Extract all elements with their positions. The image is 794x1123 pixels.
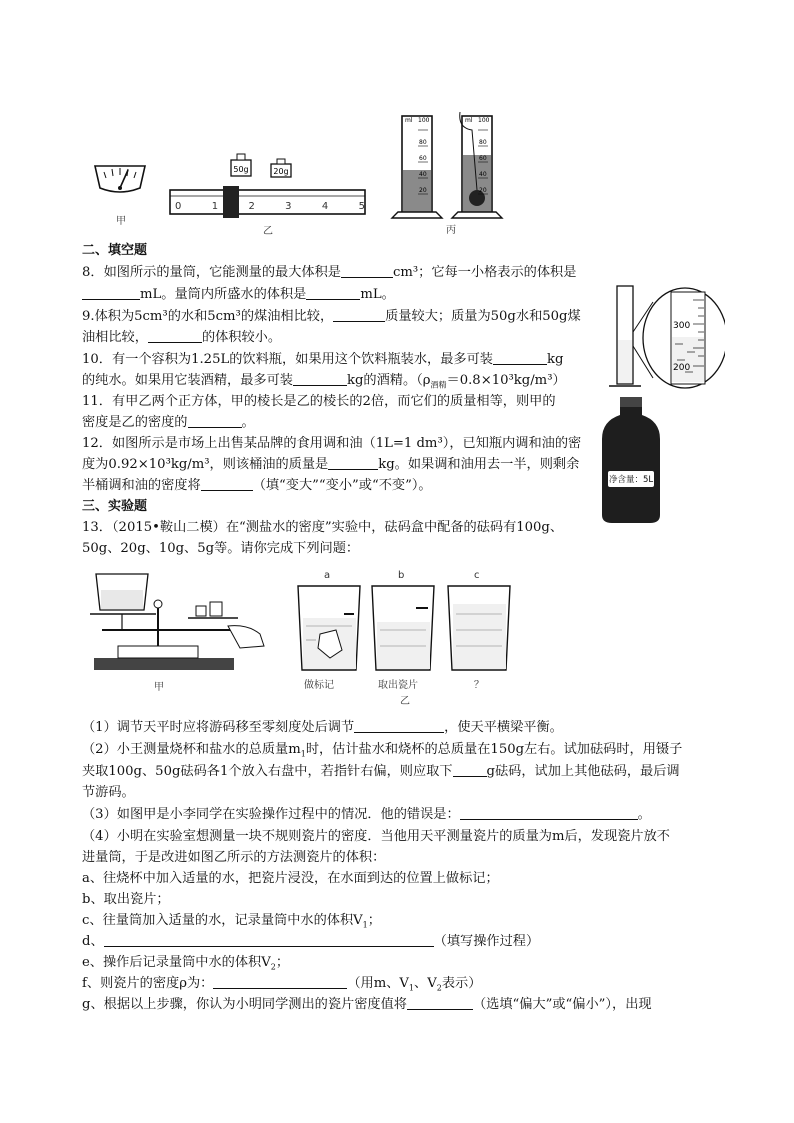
experiment-jia-label: 甲	[154, 682, 164, 693]
q13-line-1: 13．（2015•鞍山二模）在“测盐水的密度”实验中，砝码盒中配备的砝码有100g、	[82, 520, 564, 535]
answer-blank[interactable]	[493, 350, 547, 365]
weight-20-label: 20g	[273, 167, 289, 176]
beaker-a-caption: 做标记	[304, 680, 334, 691]
svg-text:100: 100	[418, 117, 430, 124]
svg-text:ml: ml	[405, 117, 413, 124]
ruler-tick: 2	[248, 201, 255, 212]
svg-text:60: 60	[419, 155, 427, 162]
svg-text:300: 300	[673, 321, 691, 331]
answer-blank[interactable]	[407, 995, 473, 1010]
figure-bing-cylinders	[388, 110, 506, 235]
answer-blank[interactable]	[453, 762, 487, 777]
p4-step-g: g、根据以上步骤，你认为小明同学测出的瓷片密度值将 （选填“偏大”或“偏小”），出现	[82, 997, 652, 1012]
svg-text:100: 100	[478, 117, 490, 124]
q11-line-1: 11．有甲乙两个正方体，甲的棱长是乙的棱长的2倍，而它们的质量相等，则甲的	[82, 394, 556, 409]
ruler-tick: 0	[175, 201, 182, 212]
p4-step-b: b、取出瓷片；	[82, 892, 170, 907]
svg-text:80: 80	[479, 139, 487, 146]
figure-yi-ruler	[165, 152, 370, 237]
answer-blank[interactable]	[188, 413, 242, 428]
q10-line-2: 的纯水。如果用它装酒精，最多可装 kg的酒精。$(\rho_{酒精}=0.8\times 10^3kg/m^3)$	[82, 373, 566, 390]
beaker-b-caption: 取出瓷片	[378, 680, 418, 691]
ruler-tick: 4	[321, 201, 329, 212]
q9-line-1: 9.体积为5cm³的水和5cm³的煤油相比较， 质量较大；质量为50g水和50g煤	[82, 309, 581, 324]
answer-blank[interactable]	[328, 455, 378, 470]
q10-line-1: 10．有一个容积为1.25L的饮料瓶，如果用这个饮料瓶装水，最多可装 kg	[82, 352, 564, 367]
answer-blank[interactable]	[213, 974, 347, 989]
svg-text:60: 60	[479, 155, 487, 162]
q8-line-1: 8．如图所示的量筒，它能测量的最大体积是 cm³；它每一小格表示的体积是	[82, 265, 577, 280]
answer-blank[interactable]	[341, 263, 393, 278]
ruler-tick: 1	[211, 201, 219, 212]
p4-step-f: f、则瓷片的密度ρ为： （用m、$V_1$、$V_2$表示）	[82, 976, 482, 993]
p2-line-3: 节游码。	[82, 785, 135, 800]
answer-blank[interactable]	[293, 371, 347, 386]
q12-line-2: 度为0.92×10³kg/m³，则该桶油的质量是 kg。如果调和油用去一半，则剩余	[82, 457, 580, 472]
q12-line-1: 12．如图所示是市场上出售某品牌的食用调和油（1L=1 dm³），已知瓶内调和油的密	[82, 436, 582, 451]
experiment-figure-jia	[88, 568, 268, 698]
answer-blank[interactable]	[333, 307, 385, 322]
p3-line: （3）如图甲是小李同学在实验操作过程中的情况．他的错误是： 。	[82, 807, 651, 822]
oil-bottle-figure	[598, 395, 664, 525]
magnified-cylinder-icon	[605, 282, 725, 390]
p4-step-a: a、往烧杯中加入适量的水，把瓷片浸没，在水面到达的位置上做标记；	[82, 871, 499, 886]
experiment-yi-label: 乙	[400, 696, 410, 707]
answer-blank[interactable]	[82, 285, 140, 300]
graduated-cylinders-icon	[388, 110, 506, 235]
svg-text:40: 40	[479, 171, 487, 178]
oil-bottle-icon	[598, 395, 664, 525]
p4-line-1: （4）小明在实验室想测量一块不规则瓷片的密度．当他用天平测量瓷片的质量为m后，发现瓷片放不	[82, 829, 670, 844]
p2-line-2: 夹取100g、50g砝码各1个放入右盘中，若指针右偏，则应取下 g砝码，试加上其他砝码，最后调	[82, 764, 680, 779]
p4-step-c: c、往量筒加入适量的水，记录量筒中水的体积$V_1$；	[82, 913, 381, 930]
svg-text:40: 40	[419, 171, 427, 178]
oil-net-content-label: 净含量：5L	[609, 475, 654, 485]
figure-jia-scale	[90, 158, 150, 228]
p1-line: （1）调节天平时应将游码移至零刻度处后调节 ，使天平横梁平衡。	[82, 720, 563, 735]
p2-line-1: （2）小王测量烧杯和盐水的总质量$m_1$时，估计盐水和烧杯的总质量在150g左右。试加砝码时，用镊子	[82, 742, 683, 759]
ruler-tick: 3	[285, 201, 292, 212]
q11-line-2: 密度是乙的密度的 。	[82, 415, 255, 430]
weight-50-label: 50g	[233, 165, 249, 174]
answer-blank[interactable]	[104, 932, 434, 947]
answer-blank[interactable]	[460, 805, 638, 820]
ruler-tick-labels	[175, 201, 365, 212]
p4-step-e: e、操作后记录量筒中水的体积$V_2$；	[82, 955, 290, 972]
q8-line-2: mL。量筒内所盛水的体积是 mL。	[82, 285, 395, 305]
p4-step-d: d、 （填写操作过程）	[82, 934, 540, 949]
svg-text:200: 200	[673, 363, 691, 373]
beaker-c-caption: ？	[474, 680, 484, 691]
q13-line-2: 50g、20g、10g、5g等。请你完成下列问题：	[82, 541, 360, 556]
q12-line-3: 半桶调和油的密度将 （填“变大”“变小”或“不变”）。	[82, 478, 432, 493]
q9-line-2: 油相比较， 的体积较小。	[82, 330, 282, 345]
side-cylinder-figure	[605, 282, 725, 390]
p4-line-2: 进量筒，于是改进如图乙所示的方法测瓷片的体积：	[82, 850, 386, 865]
svg-text:ml: ml	[465, 117, 473, 124]
beaker-c-label: c	[474, 570, 480, 581]
figure-jia-label: 甲	[116, 216, 126, 227]
figure-bing-label: 丙	[446, 225, 456, 236]
beaker-b-label: b	[398, 570, 405, 581]
svg-text:80: 80	[419, 139, 427, 146]
section-2-title: 二、填空题	[82, 243, 148, 258]
svg-text:20: 20	[479, 187, 487, 194]
answer-blank[interactable]	[201, 476, 253, 491]
ruler-tick: 5	[358, 201, 365, 212]
svg-text:20: 20	[419, 187, 427, 194]
answer-blank[interactable]	[354, 718, 444, 733]
answer-blank[interactable]	[148, 328, 202, 343]
balance-with-beaker-icon	[88, 568, 268, 698]
beaker-a-label: a	[324, 570, 331, 581]
experiment-figure-yi	[290, 570, 520, 705]
figure-yi-label: 乙	[263, 226, 273, 237]
answer-blank[interactable]	[306, 285, 360, 300]
section-3-title: 三、实验题	[82, 499, 148, 514]
